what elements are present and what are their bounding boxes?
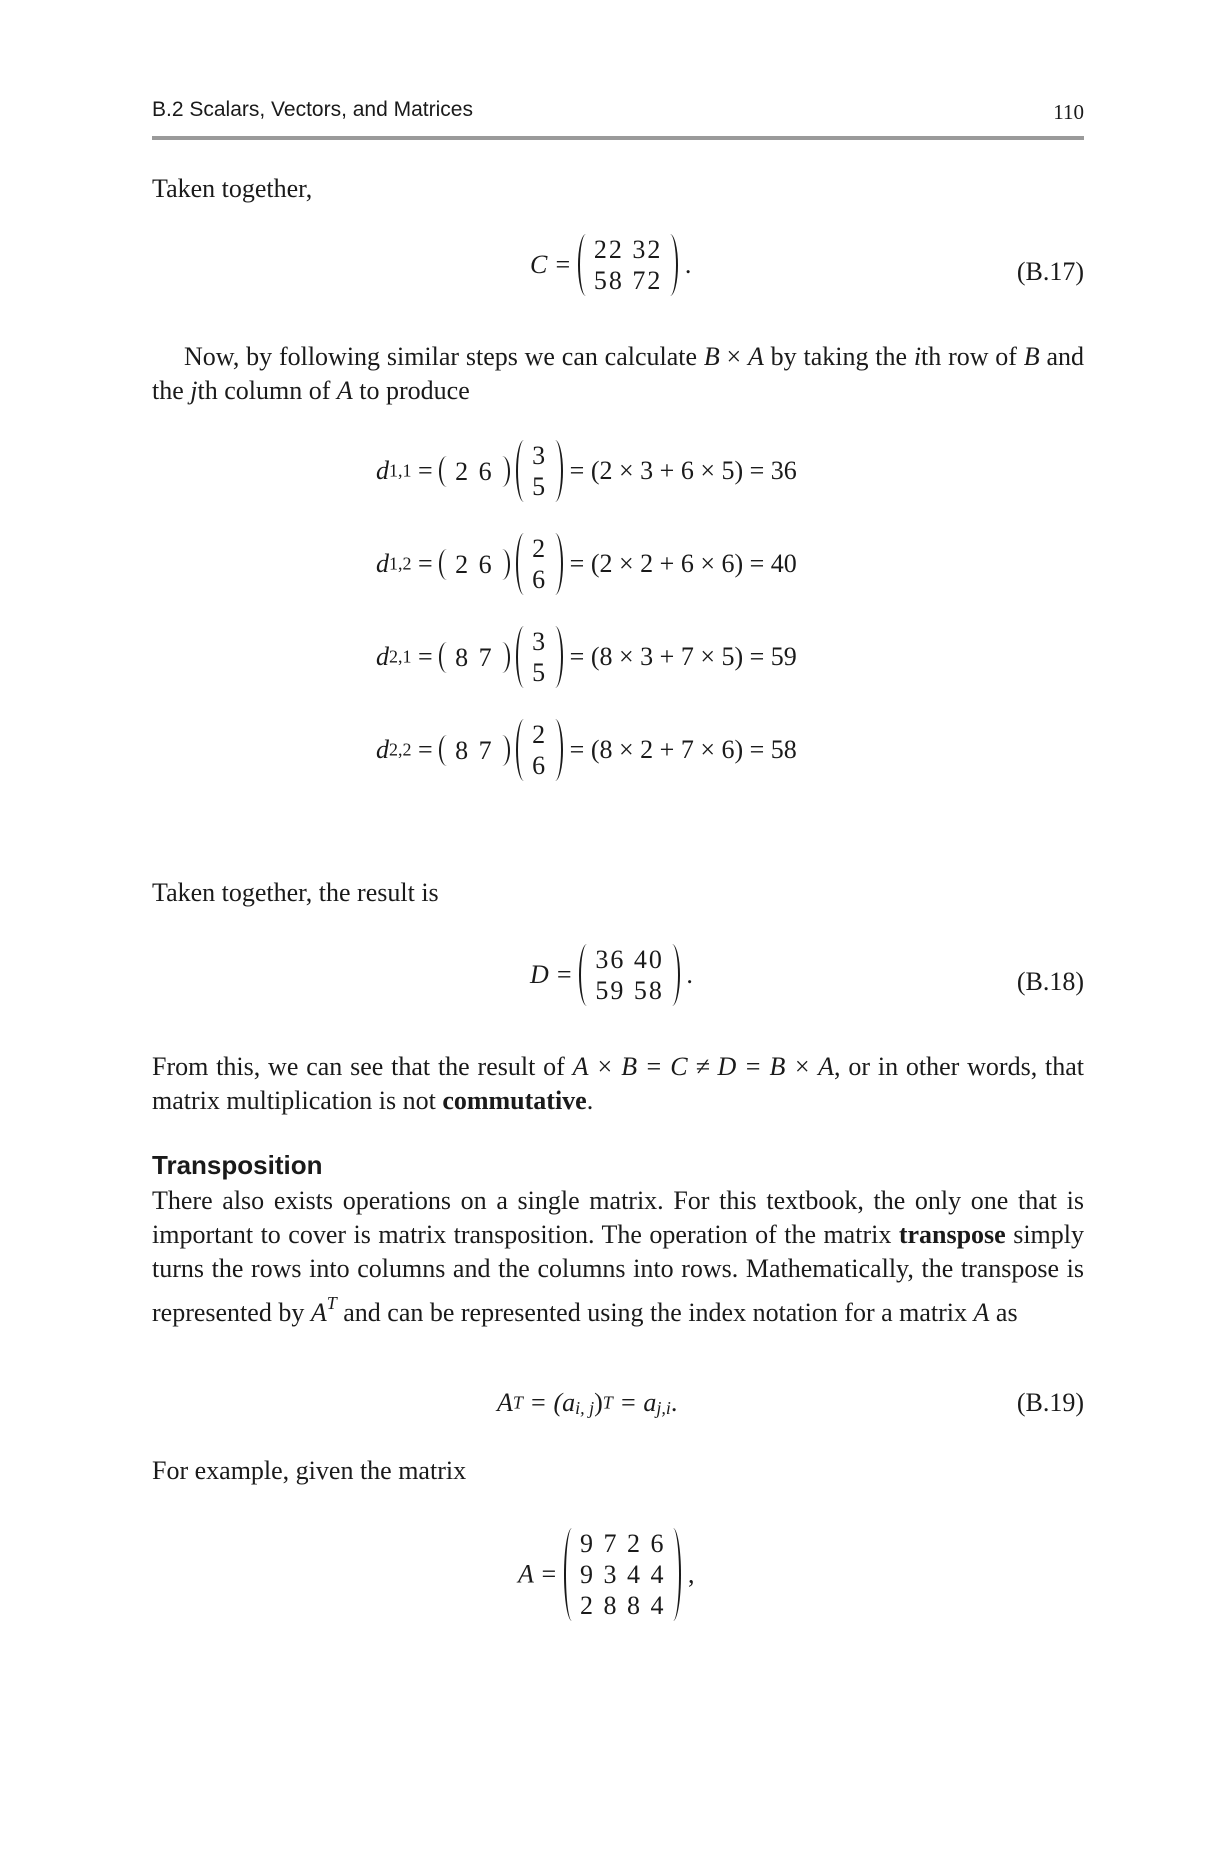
equation-number-b18: (B.18) — [1016, 967, 1084, 996]
paragraph-transpose: There also exists operations on a single matrix. For this textbook, the only one that is important to cover is matrix transposition. The operation of the matrix transpose simply turns the rows into columns and the columns into rows. Mathematically, the transpose is represented by $A^T$ and can be represented using the index notation for a matrix A as — [152, 1186, 1084, 1327]
eq17-lhs: C = — [530, 250, 572, 279]
column-vector: 3 5 — [516, 626, 563, 688]
matrix-d: 36 40 59 58 — [579, 944, 680, 1006]
matrix-a: 9 7 2 6 9 3 4 4 2 8 8 4 — [564, 1528, 682, 1621]
matrix-c-row-2: 58 72 — [593, 266, 663, 295]
equation-d21: d2,1 = 8 7 3 5 = (8 × 3 + 7 × 5) = 59 — [376, 627, 797, 687]
paragraph-for-example: For example, given the matrix — [152, 1456, 467, 1485]
row-vector: 8 7 — [439, 642, 510, 673]
paragraph-result-is: Taken together, the result is — [152, 878, 439, 907]
equation-matrix-a: A = 9 7 2 6 9 3 4 4 2 8 8 4 , — [518, 1529, 695, 1620]
running-header-section: B.2 Scalars, Vectors, and Matrices — [152, 98, 473, 121]
header-rule — [152, 136, 1084, 140]
column-vector: 2 6 — [516, 719, 563, 781]
matrix-c — [578, 234, 679, 296]
equation-d22: d2,2 = 8 7 2 6 = (8 × 2 + 7 × 6) = 58 — [376, 720, 797, 780]
equation-d11: d1,1 = 2 6 3 5 = (2 × 3 + 6 × 5) = 36 — [376, 441, 797, 501]
section-heading-transposition: Transposition — [152, 1150, 323, 1180]
column-vector: 2 6 — [516, 533, 563, 595]
equation-b19: AT = (ai, j)T = aj,i. — [497, 1388, 678, 1418]
matrix-c-row-1: 22 32 — [593, 235, 663, 264]
row-vector: 8 7 — [439, 735, 510, 766]
equation-d12: d1,2 = 2 6 2 6 = (2 × 2 + 6 × 6) = 40 — [376, 534, 797, 594]
page-number: 110 — [1053, 100, 1084, 124]
equation-b17 — [530, 234, 691, 296]
equation-number-b19: (B.19) — [1016, 1388, 1084, 1417]
equation-number-b17: (B.17) — [1016, 257, 1084, 286]
row-vector: 2 6 — [439, 549, 510, 580]
eq17-tail: . — [684, 250, 692, 279]
paragraph-now-by-following: Now, by following similar steps we can calculate B × A by taking the ith row of B and the jth column of A to produce — [152, 342, 1084, 405]
equation-b18: D = 36 40 59 58 . — [530, 945, 693, 1005]
column-vector: 3 5 — [516, 440, 563, 502]
paragraph-commutative: From this, we can see that the result of A × B = C ≠ D = B × A, or in other words, that matrix multiplication is not commutative. — [152, 1052, 1085, 1115]
row-vector: 2 6 — [439, 456, 510, 487]
paragraph-taken-together: Taken together, — [152, 174, 313, 203]
